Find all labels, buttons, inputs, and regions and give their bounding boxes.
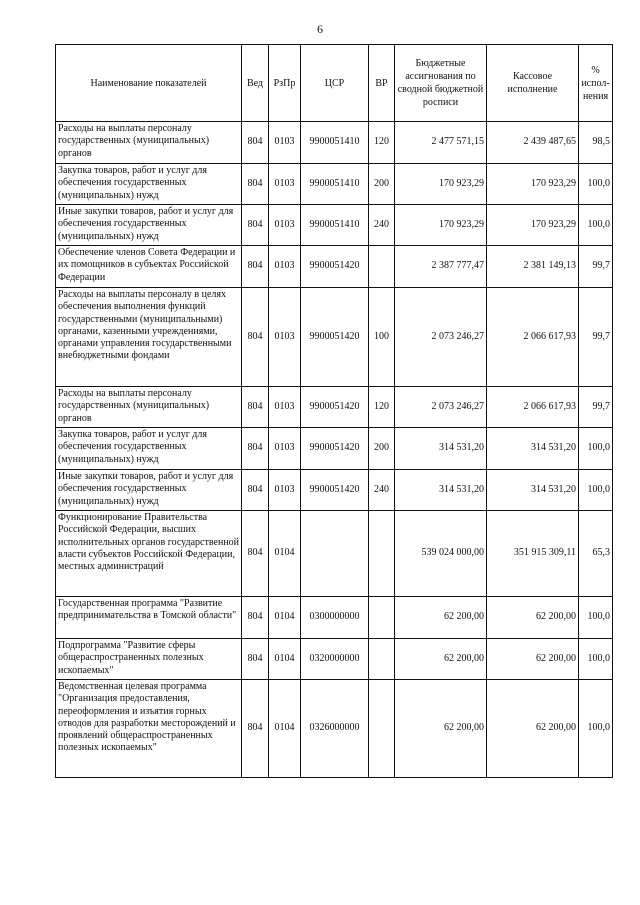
row-name: Расходы на выплаты персоналу государственных (муниципальных) органов xyxy=(56,387,242,428)
table-row xyxy=(56,246,613,288)
row-percent: 100,0 xyxy=(579,470,613,511)
row-vr: 100 xyxy=(369,288,395,387)
table-row xyxy=(56,122,613,164)
row-rzpr: 0104 xyxy=(269,511,301,597)
row-csr: 9900051420 xyxy=(301,288,369,387)
row-percent: 100,0 xyxy=(579,680,613,778)
row-rzpr: 0103 xyxy=(269,470,301,511)
row-budget: 62 200,00 xyxy=(395,597,487,639)
row-name: Государственная программа "Развитие предпринимательства в Томской области" xyxy=(56,597,242,639)
row-vr: 120 xyxy=(369,122,395,164)
row-ved: 804 xyxy=(242,164,269,205)
row-name: Закупка товаров, работ и услуг для обеспечения государственных (муниципальных) нужд xyxy=(56,164,242,205)
row-ved: 804 xyxy=(242,288,269,387)
row-rzpr: 0103 xyxy=(269,122,301,164)
row-cash: 62 200,00 xyxy=(487,639,579,680)
row-cash: 314 531,20 xyxy=(487,470,579,511)
row-budget: 2 073 246,27 xyxy=(395,288,487,387)
row-csr: 9900051420 xyxy=(301,387,369,428)
row-name: Ведомственная целевая программа "Организация предоставления, переоформления и изъятия горных отводов для разработки месторождений и проявлений общераспространенных полезных ископаемых" xyxy=(56,680,242,778)
row-percent: 99,7 xyxy=(579,246,613,288)
row-budget: 62 200,00 xyxy=(395,639,487,680)
row-ved: 804 xyxy=(242,428,269,470)
row-rzpr: 0103 xyxy=(269,164,301,205)
row-budget: 2 073 246,27 xyxy=(395,387,487,428)
budget-execution-table xyxy=(55,44,613,778)
header-ved: Вед xyxy=(242,45,269,122)
row-cash: 2 066 617,93 xyxy=(487,387,579,428)
row-percent: 65,3 xyxy=(579,511,613,597)
row-ved: 804 xyxy=(242,387,269,428)
header-budget: Бюджетные ассигнования по сводной бюджетной росписи xyxy=(395,45,487,122)
row-cash: 2 066 617,93 xyxy=(487,288,579,387)
row-rzpr: 0103 xyxy=(269,205,301,246)
row-percent: 98,5 xyxy=(579,122,613,164)
header-rzpr: РзПр xyxy=(269,45,301,122)
row-vr xyxy=(369,680,395,778)
row-rzpr: 0104 xyxy=(269,597,301,639)
header-csr: ЦСР xyxy=(301,45,369,122)
row-vr xyxy=(369,511,395,597)
table-row xyxy=(56,470,613,511)
header-vr: ВР xyxy=(369,45,395,122)
table-row xyxy=(56,288,613,387)
row-name: Закупка товаров, работ и услуг для обеспечения государственных (муниципальных) нужд xyxy=(56,428,242,470)
row-ved: 804 xyxy=(242,639,269,680)
row-rzpr: 0104 xyxy=(269,639,301,680)
row-vr: 240 xyxy=(369,470,395,511)
row-cash: 62 200,00 xyxy=(487,597,579,639)
table-row xyxy=(56,639,613,680)
row-csr: 9900051410 xyxy=(301,205,369,246)
table-row xyxy=(56,428,613,470)
row-csr: 0320000000 xyxy=(301,639,369,680)
table-row xyxy=(56,205,613,246)
row-vr: 200 xyxy=(369,428,395,470)
row-name: Функционирование Правительства Российской Федерации, высших исполнительных органов государственной власти субъектов Российской Федерации, местных администраций xyxy=(56,511,242,597)
row-budget: 539 024 000,00 xyxy=(395,511,487,597)
row-rzpr: 0103 xyxy=(269,387,301,428)
row-csr: 9900051420 xyxy=(301,470,369,511)
row-vr: 200 xyxy=(369,164,395,205)
row-percent: 100,0 xyxy=(579,205,613,246)
row-name: Расходы на выплаты персоналу государственных (муниципальных) органов xyxy=(56,122,242,164)
row-rzpr: 0103 xyxy=(269,428,301,470)
row-ved: 804 xyxy=(242,511,269,597)
row-budget: 2 387 777,47 xyxy=(395,246,487,288)
row-rzpr: 0103 xyxy=(269,246,301,288)
row-csr: 9900051420 xyxy=(301,428,369,470)
row-ved: 804 xyxy=(242,246,269,288)
row-vr: 240 xyxy=(369,205,395,246)
row-name: Обеспечение членов Совета Федерации и их помощников в субъектах Российской Федерации xyxy=(56,246,242,288)
row-rzpr: 0104 xyxy=(269,680,301,778)
row-budget: 2 477 571,15 xyxy=(395,122,487,164)
header-name: Наименование показателей xyxy=(56,45,242,122)
row-percent: 100,0 xyxy=(579,639,613,680)
table-row xyxy=(56,511,613,597)
page-number: 6 xyxy=(317,22,323,36)
row-ved: 804 xyxy=(242,470,269,511)
row-cash: 314 531,20 xyxy=(487,428,579,470)
row-cash: 170 923,29 xyxy=(487,205,579,246)
row-ved: 804 xyxy=(242,205,269,246)
row-cash: 170 923,29 xyxy=(487,164,579,205)
row-vr xyxy=(369,246,395,288)
row-budget: 314 531,20 xyxy=(395,428,487,470)
row-csr: 9900051420 xyxy=(301,246,369,288)
row-name: Иные закупки товаров, работ и услуг для обеспечения государственных (муниципальных) нужд xyxy=(56,470,242,511)
header-percent: % испол-нения xyxy=(579,45,613,122)
header-cash: Кассовое исполнение xyxy=(487,45,579,122)
row-cash: 62 200,00 xyxy=(487,680,579,778)
row-budget: 314 531,20 xyxy=(395,470,487,511)
row-ved: 804 xyxy=(242,122,269,164)
table-row xyxy=(56,680,613,778)
row-csr: 0326000000 xyxy=(301,680,369,778)
row-ved: 804 xyxy=(242,680,269,778)
row-csr: 0300000000 xyxy=(301,597,369,639)
row-cash: 2 381 149,13 xyxy=(487,246,579,288)
row-budget: 170 923,29 xyxy=(395,164,487,205)
row-name: Расходы на выплаты персоналу в целях обеспечения выполнения функций государственными (муниципальными) органами, казенными учреждениями, органами управления государственными внебюджетными фондами xyxy=(56,288,242,387)
row-ved: 804 xyxy=(242,597,269,639)
row-percent: 99,7 xyxy=(579,288,613,387)
row-vr: 120 xyxy=(369,387,395,428)
table-row xyxy=(56,597,613,639)
row-cash: 2 439 487,65 xyxy=(487,122,579,164)
row-percent: 100,0 xyxy=(579,428,613,470)
table-header-row xyxy=(56,45,613,122)
row-budget: 170 923,29 xyxy=(395,205,487,246)
row-csr: 9900051410 xyxy=(301,122,369,164)
row-percent: 100,0 xyxy=(579,164,613,205)
row-name: Подпрограмма "Развитие сферы общераспространенных полезных ископаемых" xyxy=(56,639,242,680)
row-csr xyxy=(301,511,369,597)
row-vr xyxy=(369,639,395,680)
table-row xyxy=(56,387,613,428)
row-percent: 100,0 xyxy=(579,597,613,639)
row-vr xyxy=(369,597,395,639)
table-row xyxy=(56,164,613,205)
row-budget: 62 200,00 xyxy=(395,680,487,778)
row-cash: 351 915 309,11 xyxy=(487,511,579,597)
row-name: Иные закупки товаров, работ и услуг для обеспечения государственных (муниципальных) нужд xyxy=(56,205,242,246)
row-csr: 9900051410 xyxy=(301,164,369,205)
row-rzpr: 0103 xyxy=(269,288,301,387)
row-percent: 99,7 xyxy=(579,387,613,428)
